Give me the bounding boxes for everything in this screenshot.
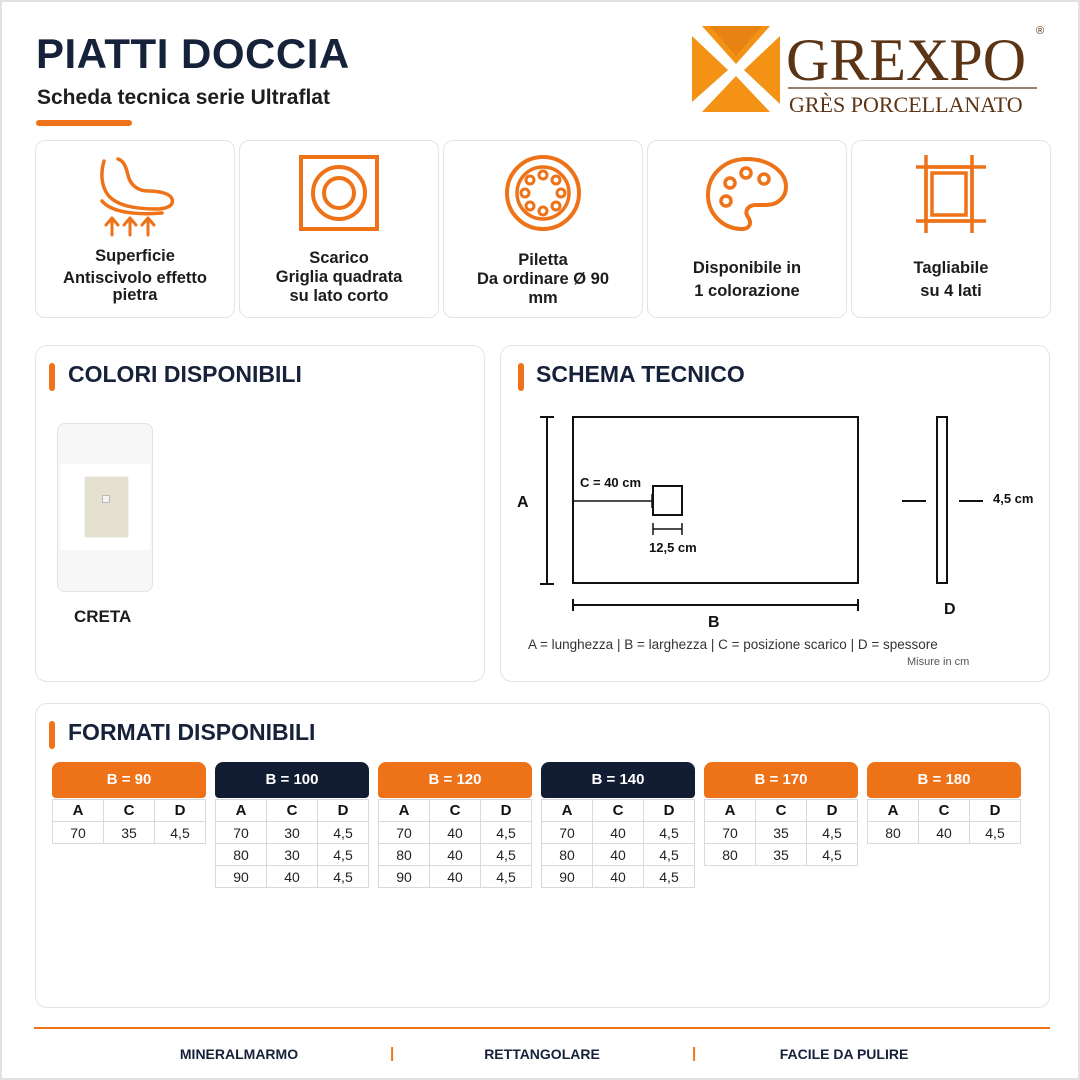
dimension-c-label: C = 40 cm xyxy=(580,475,642,490)
colors-panel-title: COLORI DISPONIBILI xyxy=(68,361,302,387)
drain-icon xyxy=(102,495,110,503)
format-table-header-row xyxy=(868,800,1021,822)
table-cell: 90 xyxy=(216,866,267,888)
feature-piletta-line-2: Da ordinare Ø 90 xyxy=(476,270,610,288)
format-column-header: C xyxy=(430,800,481,822)
round-drain-icon xyxy=(498,153,588,237)
logo-brand-text: GREXPO xyxy=(786,27,1027,93)
feature-piletta-line-3: mm xyxy=(528,289,558,307)
table-cell: 70 xyxy=(53,822,104,844)
scheme-legend: A = lunghezza | B = larghezza | C = posizione scarico | D = spessore xyxy=(528,637,938,652)
footer-divider xyxy=(34,1027,1050,1029)
format-column-header: A xyxy=(868,800,919,822)
drain-square xyxy=(653,486,682,515)
format-group-header: B = 180 xyxy=(867,762,1021,798)
format-column-header: A xyxy=(216,800,267,822)
table-row xyxy=(705,822,858,844)
feature-surface-line-2: Antiscivolo effetto xyxy=(63,269,207,287)
table-row xyxy=(868,822,1021,844)
format-group xyxy=(378,762,532,888)
grexpo-logo xyxy=(692,24,1052,116)
format-table xyxy=(378,799,532,888)
table-cell: 4,5 xyxy=(807,844,858,866)
thickness-label: 4,5 cm xyxy=(993,491,1034,506)
feature-cut-line-1: Tagliabile xyxy=(913,259,989,277)
format-column-header: C xyxy=(267,800,318,822)
feature-drain-line-1: Scarico xyxy=(309,249,369,267)
table-row xyxy=(542,866,695,888)
table-cell: 4,5 xyxy=(481,844,532,866)
format-column-header: C xyxy=(919,800,970,822)
feature-drain-line-2: Griglia quadrata xyxy=(275,268,403,286)
table-cell: 80 xyxy=(379,844,430,866)
scheme-panel-marker xyxy=(518,363,524,391)
format-table-header-row xyxy=(542,800,695,822)
feature-surface-line-1: Superficie xyxy=(95,247,175,265)
format-column-header: D xyxy=(644,800,695,822)
table-cell: 40 xyxy=(430,866,481,888)
drain-size-label: 12,5 cm xyxy=(649,540,697,555)
format-table-header-row xyxy=(216,800,369,822)
formats-panel-marker xyxy=(49,721,55,749)
dimension-b-label: B xyxy=(708,614,720,631)
feature-colors-line-1: Disponibile in xyxy=(692,259,802,277)
table-row xyxy=(542,822,695,844)
table-cell: 70 xyxy=(216,822,267,844)
format-table-header-row xyxy=(705,800,858,822)
format-column-header: A xyxy=(705,800,756,822)
dimension-a-label: A xyxy=(517,494,529,511)
page-subtitle: Scheda tecnica serie Ultraflat xyxy=(37,86,330,109)
table-cell: 35 xyxy=(756,822,807,844)
footer-item-material: MINERALMARMO xyxy=(179,1046,299,1062)
table-cell: 40 xyxy=(430,844,481,866)
feature-card-cut xyxy=(851,140,1051,318)
format-column-header: A xyxy=(379,800,430,822)
feature-card-piletta xyxy=(443,140,643,318)
format-group xyxy=(52,762,206,844)
format-group xyxy=(215,762,369,888)
logo-tagline: GRÈS PORCELLANATO xyxy=(789,92,1023,116)
table-cell: 70 xyxy=(542,822,593,844)
format-table xyxy=(704,799,858,866)
table-cell: 40 xyxy=(593,822,644,844)
table-row xyxy=(53,822,206,844)
table-cell: 4,5 xyxy=(807,822,858,844)
footer-item-shape: RETTANGOLARE xyxy=(484,1046,600,1062)
format-group-header: B = 100 xyxy=(215,762,369,798)
table-cell: 30 xyxy=(267,844,318,866)
tray-outline xyxy=(573,417,858,583)
table-row xyxy=(379,822,532,844)
page-title: PIATTI DOCCIA xyxy=(36,30,350,77)
table-cell: 70 xyxy=(705,822,756,844)
table-cell: 4,5 xyxy=(644,866,695,888)
dimension-d-label: D xyxy=(944,601,956,618)
feature-cut-line-2: su 4 lati xyxy=(920,282,982,300)
table-row xyxy=(379,844,532,866)
table-cell: 90 xyxy=(379,866,430,888)
foot-icon xyxy=(90,153,180,237)
table-cell: 90 xyxy=(542,866,593,888)
table-cell: 80 xyxy=(705,844,756,866)
scheme-panel-title: SCHEMA TECNICO xyxy=(536,361,745,387)
table-cell: 4,5 xyxy=(481,866,532,888)
format-group-header: B = 120 xyxy=(378,762,532,798)
table-cell: 4,5 xyxy=(318,844,369,866)
format-table xyxy=(215,799,369,888)
format-table xyxy=(867,799,1021,844)
table-cell: 40 xyxy=(593,844,644,866)
feature-card-drain xyxy=(239,140,439,318)
formats-panel-title: FORMATI DISPONIBILI xyxy=(68,719,316,745)
table-cell: 80 xyxy=(868,822,919,844)
table-cell: 4,5 xyxy=(644,822,695,844)
footer-separator: | xyxy=(390,1045,395,1062)
format-table xyxy=(541,799,695,888)
table-cell: 40 xyxy=(919,822,970,844)
table-cell: 35 xyxy=(756,844,807,866)
feature-card-colors xyxy=(647,140,847,318)
feature-drain-line-3: su lato corto xyxy=(289,287,389,305)
format-group xyxy=(867,762,1021,844)
subtitle-underline xyxy=(36,120,132,126)
square-drain-icon xyxy=(294,153,384,237)
color-swatch-name: CRETA xyxy=(74,607,132,626)
table-cell: 30 xyxy=(267,822,318,844)
format-column-header: D xyxy=(970,800,1021,822)
feature-piletta-line-1: Piletta xyxy=(518,251,568,269)
format-column-header: D xyxy=(318,800,369,822)
table-row xyxy=(705,844,858,866)
table-row xyxy=(216,844,369,866)
format-column-header: C xyxy=(593,800,644,822)
table-cell: 4,5 xyxy=(318,822,369,844)
format-column-header: A xyxy=(542,800,593,822)
table-row xyxy=(216,866,369,888)
feature-surface-line-3: pietra xyxy=(112,286,158,304)
technical-diagram xyxy=(502,402,1050,672)
table-cell: 40 xyxy=(267,866,318,888)
palette-icon xyxy=(702,153,792,237)
cut-frame-icon xyxy=(906,153,996,237)
format-table-header-row xyxy=(53,800,206,822)
format-column-header: A xyxy=(53,800,104,822)
format-group-header: B = 90 xyxy=(52,762,206,798)
footer-separator: | xyxy=(692,1045,697,1062)
side-view xyxy=(937,417,947,583)
scheme-note: Misure in cm xyxy=(907,656,970,668)
table-cell: 35 xyxy=(104,822,155,844)
table-cell: 4,5 xyxy=(644,844,695,866)
format-table-header-row xyxy=(379,800,532,822)
table-row xyxy=(542,844,695,866)
table-cell: 4,5 xyxy=(155,822,206,844)
colors-panel-marker xyxy=(49,363,55,391)
format-group xyxy=(541,762,695,888)
format-column-header: C xyxy=(756,800,807,822)
table-cell: 4,5 xyxy=(970,822,1021,844)
feature-colors-line-2: 1 colorazione xyxy=(694,282,800,300)
feature-card-surface xyxy=(35,140,235,318)
table-cell: 70 xyxy=(379,822,430,844)
format-column-header: D xyxy=(155,800,206,822)
format-group xyxy=(704,762,858,866)
format-column-header: C xyxy=(104,800,155,822)
table-cell: 4,5 xyxy=(481,822,532,844)
format-column-header: D xyxy=(807,800,858,822)
format-table xyxy=(52,799,206,844)
table-row xyxy=(379,866,532,888)
format-group-header: B = 140 xyxy=(541,762,695,798)
color-swatch-tile xyxy=(85,477,128,537)
table-cell: 80 xyxy=(542,844,593,866)
format-column-header: D xyxy=(481,800,532,822)
table-cell: 40 xyxy=(430,822,481,844)
logo-registered-mark: ® xyxy=(1036,25,1045,37)
footer-item-cleaning: FACILE DA PULIRE xyxy=(779,1046,909,1062)
format-group-header: B = 170 xyxy=(704,762,858,798)
table-cell: 40 xyxy=(593,866,644,888)
table-row xyxy=(216,822,369,844)
table-cell: 80 xyxy=(216,844,267,866)
table-cell: 4,5 xyxy=(318,866,369,888)
color-swatch-card[interactable] xyxy=(57,423,153,592)
